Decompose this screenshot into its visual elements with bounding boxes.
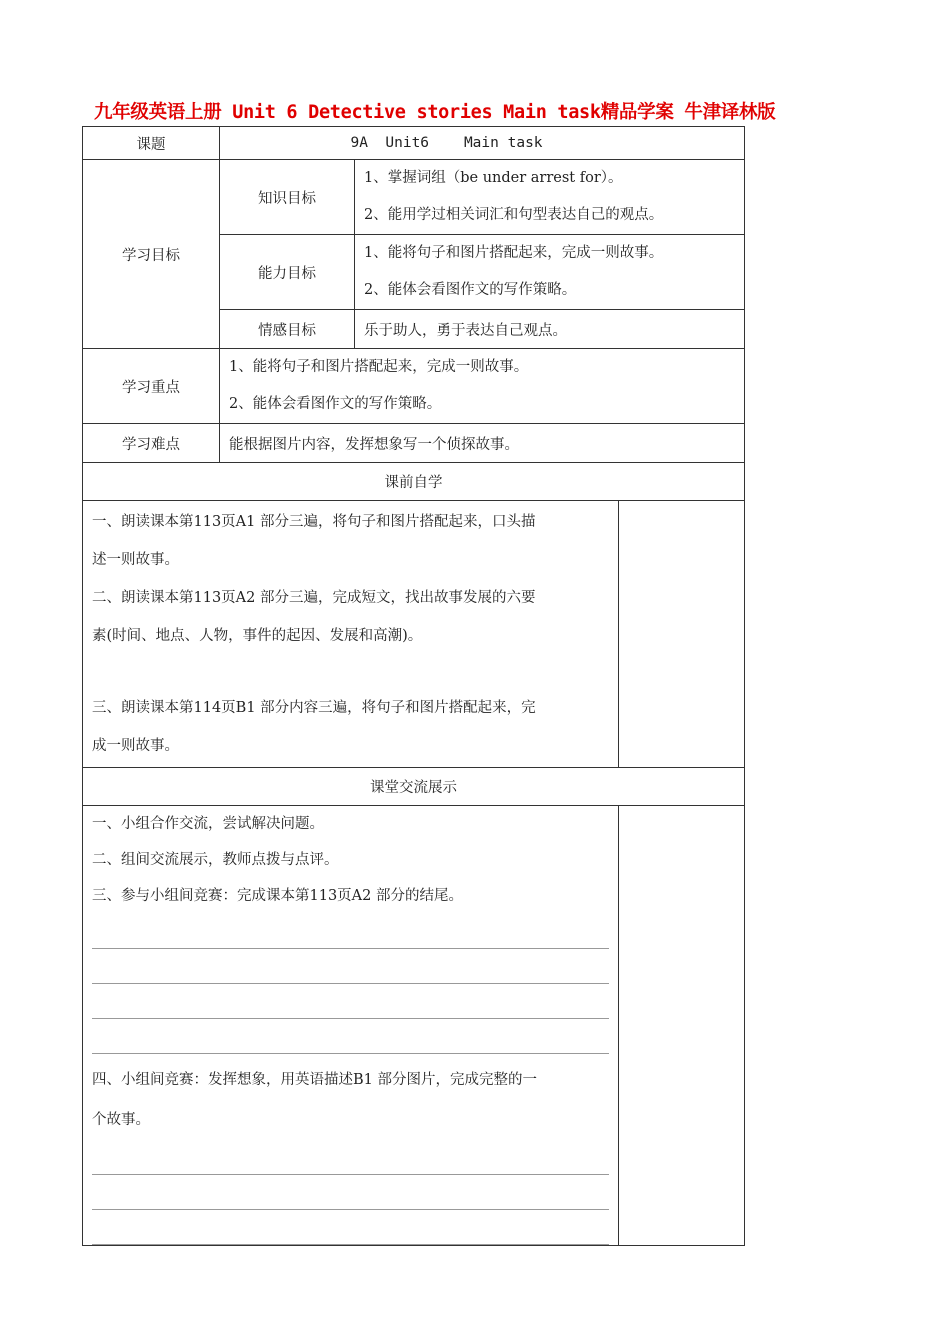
topic-label: 课题 bbox=[83, 127, 220, 160]
classroom-notes-cell bbox=[619, 806, 745, 1246]
classroom-line: 二、组间交流展示，教师点拨与点评。 bbox=[92, 852, 339, 868]
preclass-line: 三、朗读课本第114页B1 部分内容三遍，将句子和图片搭配起来，完 bbox=[92, 700, 536, 716]
topic-row bbox=[83, 127, 745, 160]
focus-item: 2、能体会看图作文的写作策略。 bbox=[229, 396, 442, 412]
emotion-label: 情感目标 bbox=[220, 310, 355, 349]
classroom-heading: 课堂交流展示 bbox=[83, 768, 745, 806]
knowledge-row bbox=[83, 160, 745, 235]
answer-line[interactable] bbox=[92, 1175, 609, 1210]
document-title: 九年级英语上册 Unit 6 Detective stories Main task精品学案 牛津译林版 bbox=[94, 102, 776, 123]
focus-content bbox=[220, 349, 745, 424]
knowledge-item: 1、掌握词组（be under arrest for）。 bbox=[364, 170, 623, 186]
classroom-content-row bbox=[83, 806, 745, 1246]
topic-value: 9A Unit6 Main task bbox=[220, 127, 745, 160]
preclass-line: 素(时间、地点、人物，事件的起因、发展和高潮)。 bbox=[92, 628, 423, 644]
classroom-line: 个故事。 bbox=[92, 1112, 150, 1128]
answer-line[interactable] bbox=[92, 949, 609, 984]
answer-line[interactable] bbox=[92, 1019, 609, 1054]
preclass-notes-cell bbox=[619, 501, 745, 768]
preclass-content-row bbox=[83, 501, 745, 768]
preclass-line: 述一则故事。 bbox=[92, 552, 179, 568]
answer-line[interactable] bbox=[92, 984, 609, 1019]
ability-item: 2、能体会看图作文的写作策略。 bbox=[364, 282, 577, 298]
preclass-heading-row bbox=[83, 463, 745, 501]
preclass-line: 一、朗读课本第113页A1 部分三遍，将句子和图片搭配起来，口头描 bbox=[92, 514, 536, 530]
classroom-content bbox=[83, 806, 619, 1246]
knowledge-content bbox=[355, 160, 745, 235]
ability-content bbox=[355, 235, 745, 310]
lesson-plan-table bbox=[82, 126, 745, 1246]
classroom-line: 三、参与小组间竞赛：完成课本第113页A2 部分的结尾。 bbox=[92, 888, 463, 904]
preclass-content bbox=[83, 501, 619, 768]
ability-label: 能力目标 bbox=[220, 235, 355, 310]
focus-row bbox=[83, 349, 745, 424]
ability-item: 1、能将句子和图片搭配起来，完成一则故事。 bbox=[364, 245, 664, 261]
difficulty-label: 学习难点 bbox=[83, 424, 220, 463]
answer-line[interactable] bbox=[92, 1210, 609, 1245]
knowledge-item: 2、能用学过相关词汇和句型表达自己的观点。 bbox=[364, 207, 664, 223]
preclass-heading: 课前自学 bbox=[83, 463, 745, 501]
emotion-text: 乐于助人，勇于表达自己观点。 bbox=[355, 310, 745, 349]
classroom-heading-row bbox=[83, 768, 745, 806]
answer-line[interactable] bbox=[92, 1140, 609, 1175]
preclass-line: 二、朗读课本第113页A2 部分三遍，完成短文，找出故事发展的六要 bbox=[92, 590, 536, 606]
answer-line[interactable] bbox=[92, 914, 609, 949]
preclass-line: 成一则故事。 bbox=[92, 738, 179, 754]
classroom-line: 一、小组合作交流，尝试解决问题。 bbox=[92, 816, 324, 832]
focus-label: 学习重点 bbox=[83, 349, 220, 424]
knowledge-label: 知识目标 bbox=[220, 160, 355, 235]
classroom-line: 四、小组间竞赛：发挥想象，用英语描述B1 部分图片，完成完整的一 bbox=[92, 1072, 537, 1088]
difficulty-row bbox=[83, 424, 745, 463]
goals-label: 学习目标 bbox=[83, 160, 220, 349]
focus-item: 1、能将句子和图片搭配起来，完成一则故事。 bbox=[229, 359, 529, 375]
difficulty-text: 能根据图片内容，发挥想象写一个侦探故事。 bbox=[220, 424, 745, 463]
